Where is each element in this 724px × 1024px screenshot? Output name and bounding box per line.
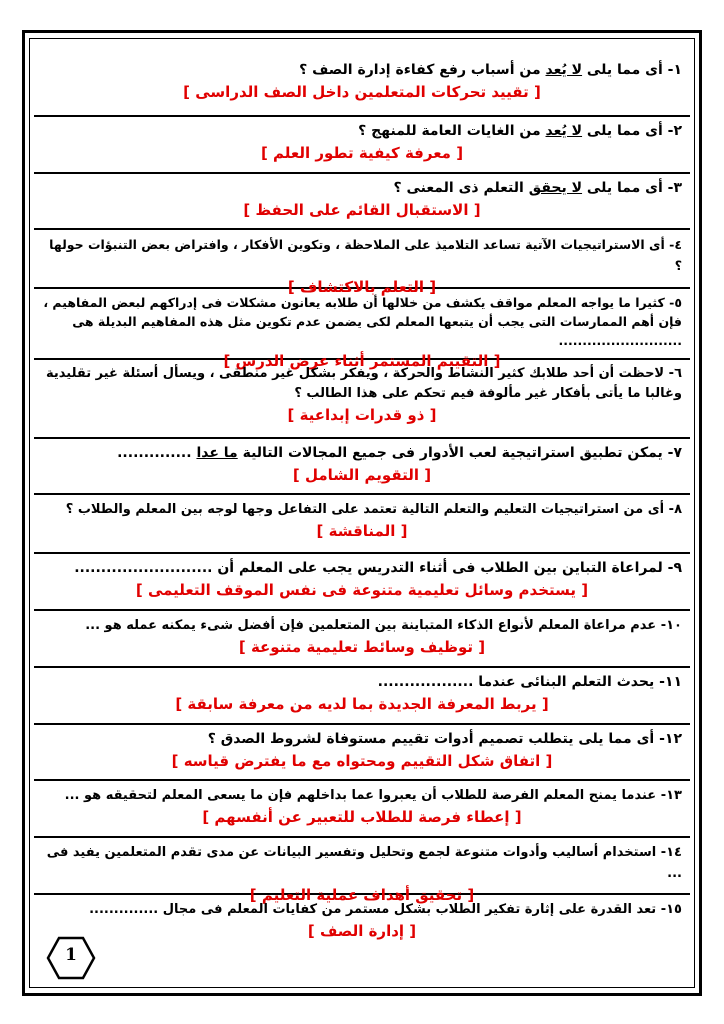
question-negation: لا يحقق xyxy=(528,180,583,196)
answer-line: [ التقويم الشامل ] xyxy=(292,466,432,484)
question-stem: أى مما يلى xyxy=(582,123,663,139)
question-number: ٥- xyxy=(669,295,682,310)
question-item xyxy=(34,611,690,668)
question-item xyxy=(34,174,690,230)
answer-line: [ المناقشة ] xyxy=(316,522,408,540)
question-item xyxy=(34,838,690,904)
answer-text: تحقيق أهداف عملية التعليم xyxy=(261,886,463,904)
question-stem: يحدث التعلم البنائى عندما .................. xyxy=(377,674,655,690)
answer-text: المناقشة xyxy=(328,522,396,540)
question-stem: لمراعاة التباين بين الطلاب فى أثناء التدريس يجب على المعلم أن .......................... xyxy=(74,560,663,576)
question-stem-end: من أسباب رفع كفاءة إدارة الصف ؟ xyxy=(299,62,546,78)
question-number: ١٤- xyxy=(660,845,682,860)
question-stem: لاحظت أن أحد طلابك كثير النشاط والحركة ، ويفكر بشكل غير منطقى ، ويسأل أسئلة غير تقليدية وغالبا ما يأتى بأفكار غير مألوفة فيم تحكم على هذا الطالب ؟ xyxy=(46,366,682,401)
answer-line: [ يربط المعرفة الجديدة بما لديه من معرفة سابقة ] xyxy=(175,695,549,713)
answer-text: إعطاء فرصة للطلاب للتعبير عن أنفسهم xyxy=(214,808,510,826)
question-stem-end: .............. xyxy=(117,445,197,461)
question-negation: لا يُعد xyxy=(545,62,583,78)
answer-text: التقييم المستمر أثناء عرض الدرس xyxy=(235,352,489,370)
question-item xyxy=(34,895,690,953)
question-number: ١٥- xyxy=(660,902,682,917)
question-stem: كثيرا ما يواجه المعلم مواقف يكشف من خلالها أن طلابه يعانون مشكلات فى إدراكهم لبعض المفاهيم ، فإن أهم الممارسات التى يجب أن يتبعها المعلم لكى يضمن عدم تكوين مثل هذه المفاهيم البديلة هى .......................... xyxy=(43,295,682,348)
question-text xyxy=(42,729,682,750)
question-item xyxy=(34,495,690,554)
question-number: ٩- xyxy=(667,560,682,576)
question-stem: أى مما يلى xyxy=(582,180,663,196)
question-stem: أى مما يلى xyxy=(582,62,663,78)
question-item xyxy=(34,289,690,370)
question-stem: أى الاستراتيجيات الآتية تساعد التلاميذ على الملاحظة ، وتكوين الأفكار ، وافتراض بعض التنبؤات حولها ؟ xyxy=(49,237,682,273)
question-text xyxy=(42,364,682,404)
question-text xyxy=(42,60,682,81)
answer-line: [ التقييم المستمر أثناء عرض الدرس ] xyxy=(223,352,501,370)
question-number: ٣- xyxy=(667,180,682,196)
question-negation: لا يُعد xyxy=(545,123,583,139)
question-number: ٤- xyxy=(669,237,682,252)
question-stem: أى من استراتيجيات التعليم والتعلم التالية تعتمد على التفاعل وجها لوجه بين المعلم والطلاب ؟ xyxy=(65,502,665,517)
question-text xyxy=(42,121,682,142)
answer-line: [ اتفاق شكل التقييم ومحتواه مع ما يفترض قياسه ] xyxy=(171,752,553,770)
answer-text: توظيف وسائط تعليمية متنوعة xyxy=(250,638,474,656)
answer-line: [ إعطاء فرصة للطلاب للتعبير عن أنفسهم ] xyxy=(202,808,522,826)
question-item xyxy=(34,668,690,725)
answer-text: ذو قدرات إبداعية xyxy=(299,406,425,424)
answer-text: إدارة الصف xyxy=(319,922,405,940)
question-number: ٦- xyxy=(668,366,682,381)
question-number: ١٣- xyxy=(660,788,682,803)
question-item xyxy=(34,781,690,838)
answer-line: [ تقييد تحركات المتعلمين داخل الصف الدراسى ] xyxy=(183,83,541,101)
question-item xyxy=(34,230,690,296)
answer-line: [ إدارة الصف ] xyxy=(307,922,417,940)
question-stem-end: من الغايات العامة للمنهج ؟ xyxy=(358,123,546,139)
question-text xyxy=(42,293,682,350)
page-number: 1 xyxy=(65,945,77,965)
question-item xyxy=(34,554,690,611)
question-text xyxy=(42,899,682,920)
answer-text: معرفة كيفية تطور العلم xyxy=(273,144,451,162)
answer-line: [ تحقيق أهداف عملية التعليم ] xyxy=(249,886,475,904)
question-stem: أى مما يلى يتطلب تصميم أدوات تقييم مستوفاة لشروط الصدق ؟ xyxy=(207,731,655,747)
question-number: ١٢- xyxy=(659,731,682,747)
question-item xyxy=(34,117,690,174)
answer-text: التقويم الشامل xyxy=(304,466,420,484)
question-item xyxy=(34,56,690,117)
question-stem: استخدام أساليب وأدوات متنوعة لجمع وتحليل وتفسير البيانات عن مدى تقدم المتعلمين يفيد فى ... xyxy=(46,845,682,881)
question-text xyxy=(42,178,682,199)
question-stem: عدم مراعاة المعلم لأنواع الذكاء المتباينة بين المتعلمين فإن أفضل شىء يمكنه عمله هو ... xyxy=(85,618,657,633)
question-item xyxy=(34,439,690,495)
question-text xyxy=(42,615,682,636)
question-item xyxy=(34,725,690,781)
answer-line: [ يستخدم وسائل تعليمية متنوعة فى نفس الموقف التعليمى ] xyxy=(135,581,589,599)
question-number: ١- xyxy=(667,62,682,78)
answer-text: اتفاق شكل التقييم ومحتواه مع ما يفترض قياسه xyxy=(183,752,541,770)
question-stem: عندما يمنح المعلم الفرصة للطلاب أن يعبروا عما بداخلهم فإن ما يسعى المعلم لتحقيقه هو ... xyxy=(64,788,657,803)
answer-line: [ ذو قدرات إبداعية ] xyxy=(287,406,437,424)
question-number: ٧- xyxy=(667,445,682,461)
question-list xyxy=(34,56,690,953)
answer-text: التعلم بالاكتشاف xyxy=(299,278,425,296)
answer-line: [ معرفة كيفية تطور العلم ] xyxy=(260,144,464,162)
answer-text: الاستقبال القائم على الحفظ xyxy=(255,201,469,219)
question-text xyxy=(42,842,682,884)
question-stem-end: التعلم ذى المعنى ؟ xyxy=(393,180,529,196)
answer-text: يستخدم وسائل تعليمية متنوعة فى نفس الموقف التعليمى xyxy=(147,581,577,599)
question-number: ١٠- xyxy=(660,618,682,633)
question-stem: تعد القدرة على إثارة تفكير الطلاب بشكل مستمر من كفايات المعلم فى مجال .............. xyxy=(89,902,657,917)
question-text xyxy=(42,672,682,693)
answer-line: [ توظيف وسائط تعليمية متنوعة ] xyxy=(238,638,486,656)
answer-text: يربط المعرفة الجديدة بما لديه من معرفة سابقة xyxy=(187,695,537,713)
answer-text: تقييد تحركات المتعلمين داخل الصف الدراسى xyxy=(195,83,529,101)
question-negation: ما عدا xyxy=(196,445,238,461)
question-stem: يمكن تطبيق استراتيجية لعب الأدوار فى جميع المجالات التالية xyxy=(237,445,663,461)
question-text xyxy=(42,785,682,806)
question-text xyxy=(42,234,682,276)
question-number: ٨- xyxy=(668,502,682,517)
question-number: ١١- xyxy=(659,674,682,690)
question-item xyxy=(34,360,690,439)
answer-line: [ الاستقبال القائم على الحفظ ] xyxy=(243,201,481,219)
question-number: ٢- xyxy=(667,123,682,139)
question-text xyxy=(42,499,682,520)
question-text xyxy=(42,443,682,464)
answer-line: [ التعلم بالاكتشاف ] xyxy=(287,278,437,296)
question-text xyxy=(42,558,682,579)
